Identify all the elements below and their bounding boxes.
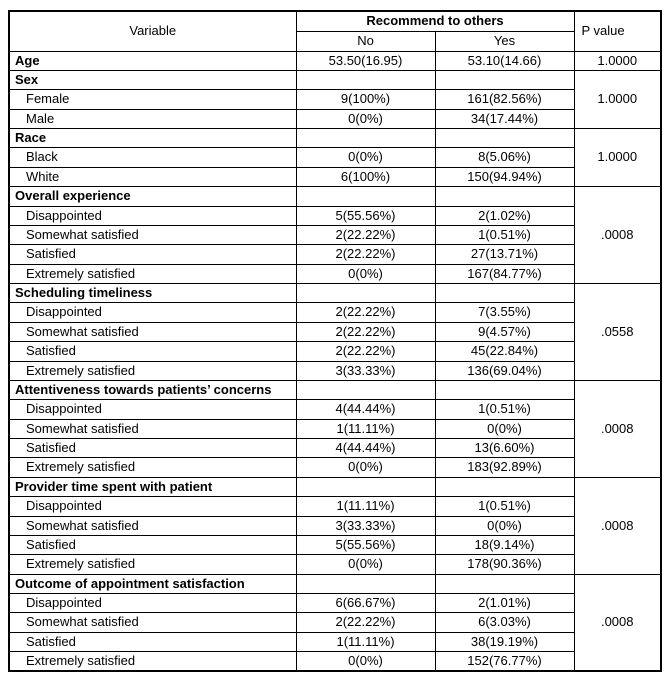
row-label: Disappointed (9, 206, 296, 225)
row-label: Disappointed (9, 497, 296, 516)
cell-no: 5(55.56%) (296, 206, 435, 225)
header-row-group (9, 11, 661, 31)
table-row (9, 516, 661, 535)
cell-no: 1(11.11%) (296, 497, 435, 516)
row-label: Somewhat satisfied (9, 322, 296, 341)
cell-no: 6(66.67%) (296, 594, 435, 613)
cell-yes (435, 574, 574, 593)
cell-yes: 136(69.04%) (435, 361, 574, 380)
cell-yes: 152(76.77%) (435, 652, 574, 671)
cell-no: 9(100%) (296, 90, 435, 109)
variable-column-header: Variable (9, 11, 296, 51)
table-row (9, 419, 661, 438)
cell-no (296, 129, 435, 148)
table-row (9, 148, 661, 167)
cell-yes: 6(3.03%) (435, 613, 574, 632)
cell-no (296, 574, 435, 593)
table-header (9, 11, 661, 51)
cell-yes: 0(0%) (435, 419, 574, 438)
cell-no: 5(55.56%) (296, 535, 435, 554)
row-label: Extremely satisfied (9, 264, 296, 283)
cell-no (296, 187, 435, 206)
cell-pvalue: .0008 (574, 380, 661, 477)
cell-yes: 34(17.44%) (435, 109, 574, 128)
row-label: Disappointed (9, 594, 296, 613)
row-label: Disappointed (9, 303, 296, 322)
table-row (9, 555, 661, 574)
cell-no: 3(33.33%) (296, 361, 435, 380)
cell-no: 0(0%) (296, 458, 435, 477)
cell-no (296, 380, 435, 399)
section-header-row (9, 70, 661, 89)
row-label: Extremely satisfied (9, 555, 296, 574)
cell-no: 2(22.22%) (296, 303, 435, 322)
row-label: Satisfied (9, 535, 296, 554)
cell-pvalue: .0008 (574, 477, 661, 574)
table-row (9, 225, 661, 244)
row-label: Satisfied (9, 632, 296, 651)
row-label: Satisfied (9, 245, 296, 264)
cell-yes: 178(90.36%) (435, 555, 574, 574)
section-title: Outcome of appointment satisfaction (9, 574, 296, 593)
cell-no: 0(0%) (296, 264, 435, 283)
cell-yes: 2(1.01%) (435, 594, 574, 613)
cell-yes: 27(13.71%) (435, 245, 574, 264)
cell-no: 0(0%) (296, 109, 435, 128)
row-label: Extremely satisfied (9, 361, 296, 380)
cell-yes: 38(19.19%) (435, 632, 574, 651)
section-title: Sex (9, 70, 296, 89)
table-row (9, 439, 661, 458)
cell-no: 0(0%) (296, 555, 435, 574)
section-header-row (9, 574, 661, 593)
cell-pvalue: 1.0000 (574, 70, 661, 128)
cell-yes: 53.10(14.66) (435, 51, 574, 70)
cell-yes: 2(1.02%) (435, 206, 574, 225)
cell-yes: 8(5.06%) (435, 148, 574, 167)
row-label: Satisfied (9, 342, 296, 361)
table-row (9, 594, 661, 613)
cell-yes (435, 70, 574, 89)
row-label: Male (9, 109, 296, 128)
cell-yes (435, 129, 574, 148)
table-row (9, 400, 661, 419)
table-row (9, 535, 661, 554)
row-label: Somewhat satisfied (9, 225, 296, 244)
row-label: Somewhat satisfied (9, 516, 296, 535)
table-row (9, 109, 661, 128)
cell-yes: 1(0.51%) (435, 225, 574, 244)
section-header-row (9, 380, 661, 399)
cell-yes (435, 187, 574, 206)
cell-yes: 18(9.14%) (435, 535, 574, 554)
row-label: Extremely satisfied (9, 458, 296, 477)
row-label: Somewhat satisfied (9, 613, 296, 632)
row-label: Disappointed (9, 400, 296, 419)
results-table (8, 10, 662, 672)
section-header-row (9, 477, 661, 496)
cell-yes: 45(22.84%) (435, 342, 574, 361)
section-title: Overall experience (9, 187, 296, 206)
pvalue-column-header: P value (574, 11, 661, 51)
table-row (9, 90, 661, 109)
cell-no: 1(11.11%) (296, 419, 435, 438)
cell-no (296, 477, 435, 496)
cell-yes: 167(84.77%) (435, 264, 574, 283)
table-row (9, 264, 661, 283)
row-label: Satisfied (9, 439, 296, 458)
cell-yes (435, 284, 574, 303)
row-label: Extremely satisfied (9, 652, 296, 671)
section-header-row (9, 284, 661, 303)
table-row (9, 497, 661, 516)
yes-column-header: Yes (435, 31, 574, 51)
cell-pvalue: .0008 (574, 187, 661, 284)
table-row (9, 206, 661, 225)
section-title: Provider time spent with patient (9, 477, 296, 496)
cell-yes (435, 380, 574, 399)
row-label: Female (9, 90, 296, 109)
cell-no: 2(22.22%) (296, 613, 435, 632)
cell-no: 0(0%) (296, 148, 435, 167)
cell-no: 6(100%) (296, 167, 435, 186)
cell-yes: 150(94.94%) (435, 167, 574, 186)
recommend-group-header: Recommend to others (296, 11, 574, 31)
cell-no: 4(44.44%) (296, 439, 435, 458)
no-column-header: No (296, 31, 435, 51)
section-title: Race (9, 129, 296, 148)
cell-pvalue: .0008 (574, 574, 661, 671)
table-body (9, 51, 661, 671)
table-row (9, 245, 661, 264)
row-label: Black (9, 148, 296, 167)
cell-yes (435, 477, 574, 496)
cell-pvalue: .0558 (574, 284, 661, 381)
cell-yes: 1(0.51%) (435, 400, 574, 419)
cell-yes: 1(0.51%) (435, 497, 574, 516)
cell-no: 2(22.22%) (296, 245, 435, 264)
cell-no: 53.50(16.95) (296, 51, 435, 70)
cell-no: 3(33.33%) (296, 516, 435, 535)
row-label: White (9, 167, 296, 186)
section-title: Scheduling timeliness (9, 284, 296, 303)
cell-no (296, 284, 435, 303)
cell-no: 1(11.11%) (296, 632, 435, 651)
cell-no (296, 70, 435, 89)
cell-no: 0(0%) (296, 652, 435, 671)
cell-yes: 0(0%) (435, 516, 574, 535)
cell-no: 4(44.44%) (296, 400, 435, 419)
table-row (9, 652, 661, 671)
cell-yes: 9(4.57%) (435, 322, 574, 341)
table-row (9, 167, 661, 186)
cell-pvalue: 1.0000 (574, 129, 661, 187)
cell-pvalue: 1.0000 (574, 51, 661, 70)
cell-yes: 7(3.55%) (435, 303, 574, 322)
table-row (9, 303, 661, 322)
table-row (9, 342, 661, 361)
cell-yes: 13(6.60%) (435, 439, 574, 458)
cell-yes: 183(92.89%) (435, 458, 574, 477)
table-row (9, 361, 661, 380)
table-row (9, 322, 661, 341)
table-row (9, 458, 661, 477)
table-row (9, 632, 661, 651)
row-label: Somewhat satisfied (9, 419, 296, 438)
section-title: Attentiveness towards patients’ concerns (9, 380, 296, 399)
cell-no: 2(22.22%) (296, 225, 435, 244)
cell-no: 2(22.22%) (296, 342, 435, 361)
section-title: Age (9, 51, 296, 70)
cell-yes: 161(82.56%) (435, 90, 574, 109)
section-header-row (9, 129, 661, 148)
section-header-row (9, 51, 661, 70)
section-header-row (9, 187, 661, 206)
table-row (9, 613, 661, 632)
cell-no: 2(22.22%) (296, 322, 435, 341)
